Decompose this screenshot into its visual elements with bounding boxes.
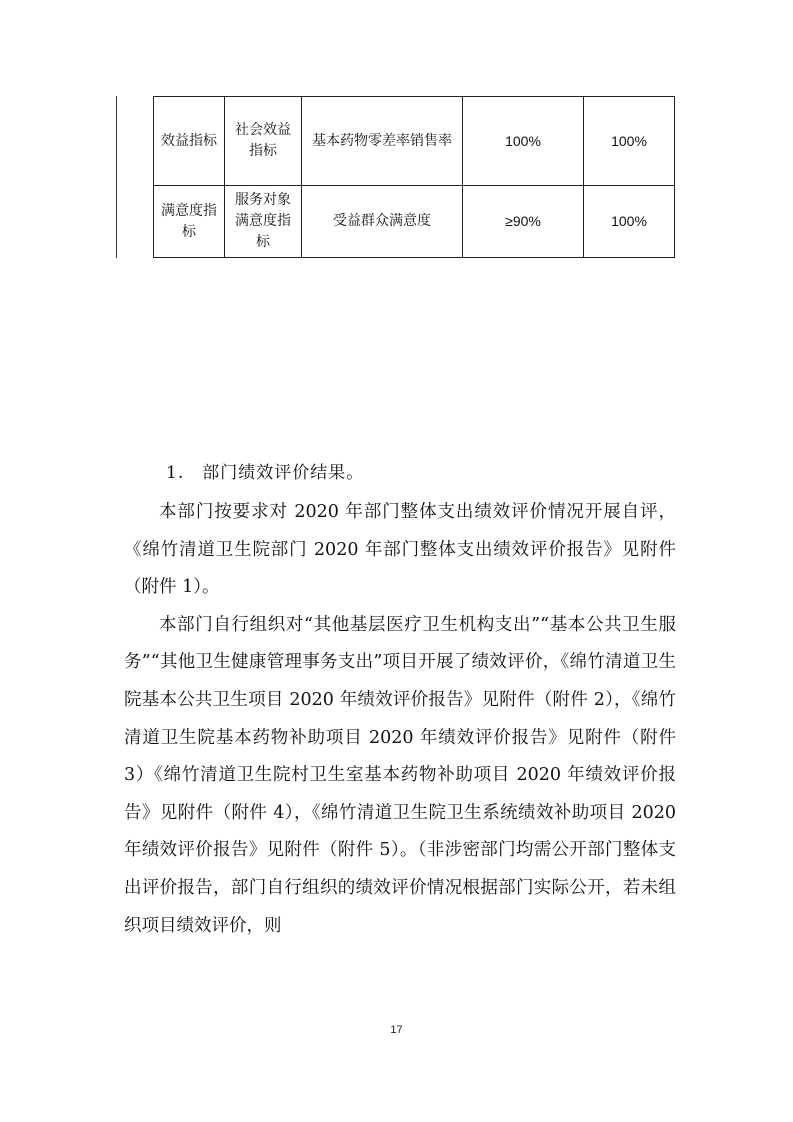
table-cell: 100% — [584, 97, 675, 186]
table-cell: 满意度指标 — [154, 186, 225, 258]
paragraph: 本部门自行组织对“其他基层医疗卫生机构支出”“基本公共卫生服务”“其他卫生健康管理事务支出”项目开展了绩效评价，《绵竹清道卫生院基本公共卫生项目 2020 年绩效评价报告》见附件（附件 2），《绵竹清道卫生院基本药物补助项目 2020 年绩效评价报告》见附件（附件 3）《绵竹清道卫生院村卫生室基本药物补助项目 2020 年绩效评价报告》见附件（附件 4），《绵竹清道卫生院卫生系统绩效补助项目 2020 年绩效评价报告》见附件（附件 5）。（非涉密部门均需公开部门整体支出评价报告，部门自行组织的绩效评价情况根据部门实际公开，若未组织项目绩效评价，则 — [124, 614, 676, 936]
section-heading: 1. 部门绩效评价结果。 — [166, 463, 365, 483]
table-cell: 基本药物零差率销售率 — [302, 97, 463, 186]
table-cell: 效益指标 — [154, 97, 225, 186]
page-number: 17 — [390, 1024, 403, 1036]
paragraph: 本部门按要求对 2020 年部门整体支出绩效评价情况开展自评，《绵竹清道卫生院部门 2020 年部门整体支出绩效评价报告》见附件（附件 1）。 — [124, 502, 676, 598]
table-row — [154, 97, 675, 186]
body-text — [124, 494, 676, 945]
table-cell: ≥90% — [463, 186, 584, 258]
table-cell: 服务对象满意度指标 — [225, 186, 302, 258]
table-cell: 社会效益指标 — [225, 97, 302, 186]
table-cell: 100% — [463, 97, 584, 186]
table-row — [154, 186, 675, 258]
table-cell: 100% — [584, 186, 675, 258]
table-cell: 受益群众满意度 — [302, 186, 463, 258]
table-continuation-rule — [116, 96, 117, 258]
performance-indicator-table — [153, 96, 675, 258]
